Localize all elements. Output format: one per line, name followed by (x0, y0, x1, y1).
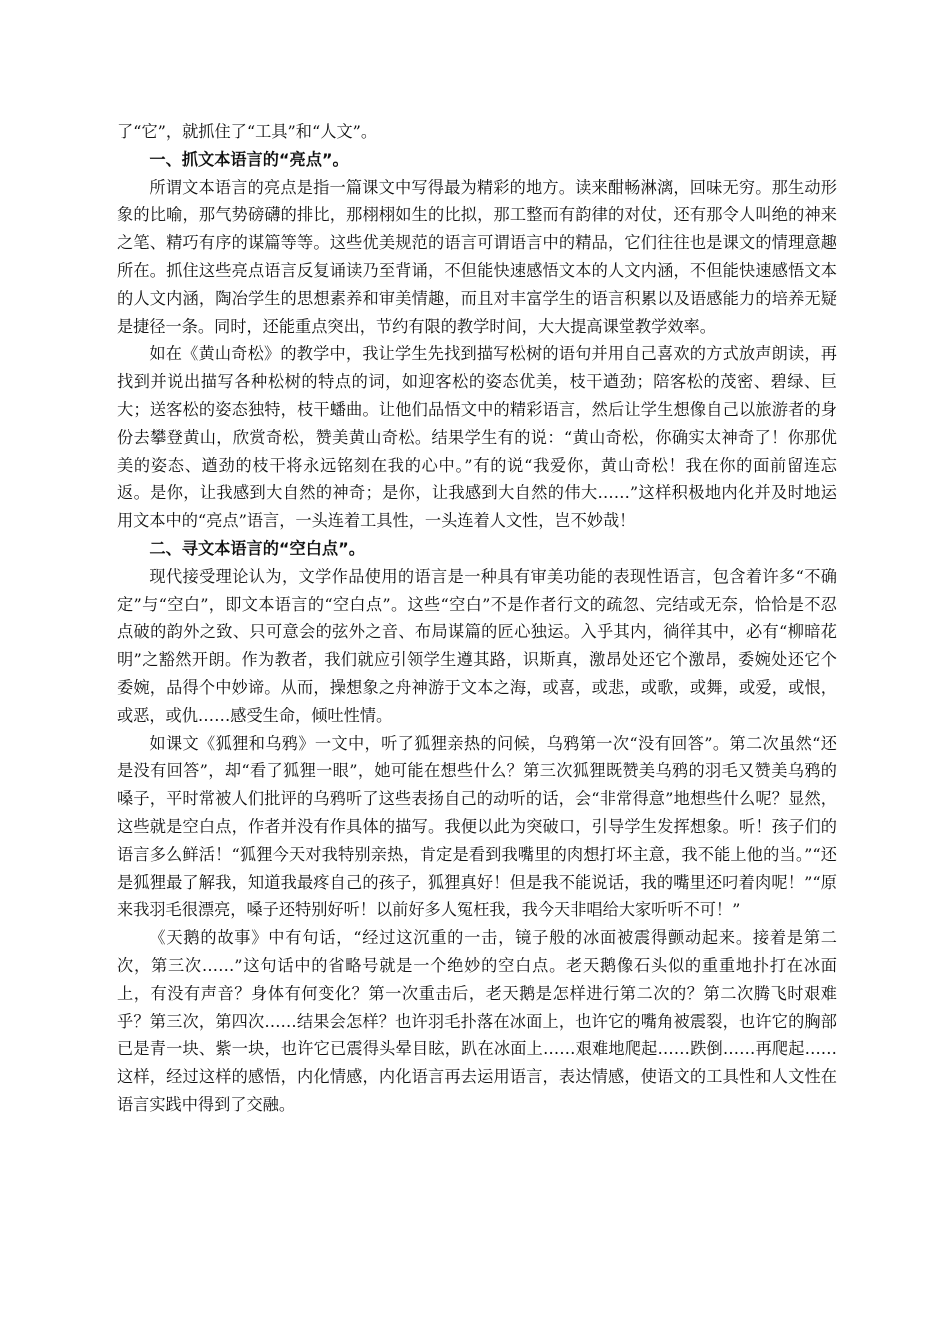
body-paragraph: 《天鹅的故事》中有句话，“经过这沉重的一击，镜子般的冰面被震得颤动起来。接着是第二次，第三次……”这句话中的省略号就是一个绝妙的空白点。老天鹅像石头似的重重地扑打在冰面上，有没有声音？身体有何变化？第一次重击后，老天鹅是怎样进行第二次的？第二次腾飞时艰难乎？第三次，第四次……结果会怎样？也许羽毛扑落在冰面上，也许它的嘴角被震裂，也许它的胸部已是青一块、紫一块，也许它已震得头晕目眩，趴在冰面上……艰难地爬起……跌倒……再爬起……这样，经过这样的感悟，内化情感，内化语言再去运用语言，表达情感，使语文的工具性和人文性在语言实践中得到了交融。 (117, 928, 837, 1114)
continuation-line: 了“它”，就抓住了“工具”和“人文”。 (117, 122, 378, 141)
body-paragraph: 如课文《狐狸和乌鸦》一文中，听了狐狸亲热的问候，乌鸦第一次“没有回答”。第二次虽然“还是没有回答”，却“看了狐狸一眼”，她可能在想些什么？第三次狐狸既赞美乌鸦的羽毛又赞美乌鸦的嗓子，平时常被人们批评的乌鸦听了这些表扬自己的动听的话，会“非常得意”地想些什么呢？显然，这些就是空白点，作者并没有作具体的描写。我便以此为突破口，引导学生发挥想象。听！孩子们的语言多么鲜活！“狐狸今天对我特别亲热，肯定是看到我嘴里的肉想打坏主意，我不能上他的当。”“还是狐狸最了解我，知道我最疼自己的孩子，狐狸真好！但是我不能说话，我的嘴里还叼着肉呢！”“原来我羽毛很漂亮，嗓子还特别好听！以前好多人冤枉我，我今天非唱给大家听听不可！” (117, 733, 837, 920)
body-paragraph: 所谓文本语言的亮点是指一篇课文中写得最为精彩的地方。读来酣畅淋漓，回味无穷。那生动形象的比喻，那气势磅礴的排比，那栩栩如生的比拟，那工整而有韵律的对仗，还有那令人叫绝的神来之笔、精巧有序的谋篇等等。这些优美规范的语言可谓语言中的精品，它们往往也是课文的情理意趣所在。抓住这些亮点语言反复诵读乃至背诵，不但能快速感悟文本的人文内涵，不但能快速感悟文本的人文内涵，陶冶学生的思想素养和审美情趣，而且对丰富学生的语言积累以及语感能力的培养无疑是捷径一条。同时，还能重点突出，节约有限的教学时间，大大提高课堂教学效率。 (117, 177, 837, 336)
document-page (117, 118, 837, 1119)
section-heading-2: 二、寻文本语言的“空白点”。 (149, 538, 365, 558)
body-paragraph: 现代接受理论认为，文学作品使用的语言是一种具有审美功能的表现性语言，包含着许多“不确定”与“空白”，即文本语言的“空白点”。这些“空白”不是作者行文的疏忽、完结或无奈，恰恰是不忍点破的韵外之致、只可意会的弦外之音、布局谋篇的匠心独运。入乎其内，徜徉其中，必有“柳暗花明”之豁然开朗。作为教者，我们就应引领学生遵其路，识斯真，激昂处还它个激昂，委婉处还它个委婉，品得个中妙谛。从而，操想象之舟神游于文本之海，或喜，或悲，或歌，或舞，或爱，或恨，或恶，或仇……感受生命，倾吐性情。 (117, 566, 837, 725)
body-paragraph: 如在《黄山奇松》的教学中，我让学生先找到描写松树的语句并用自己喜欢的方式放声朗读，再找到并说出描写各种松树的特点的词，如迎客松的姿态优美，枝干遒劲；陪客松的茂密、碧绿、巨大；送客松的姿态独特，枝干蟠曲。让他们品悟文中的精彩语言，然后让学生想像自己以旅游者的身份去攀登黄山，欣赏奇松，赞美黄山奇松。结果学生有的说：“黄山奇松，你确实太神奇了！你那优美的姿态、遒劲的枝干将永远铭刻在我的心中。”有的说“我爱你，黄山奇松！我在你的面前留连忘返。是你，让我感到大自然的神奇；是你，让我感到大自然的伟大……”这样积极地内化并及时地运用文本中的“亮点”语言，一头连着工具性，一头连着人文性，岂不妙哉！ (117, 344, 837, 531)
section-heading-1: 一、抓文本语言的“亮点”。 (149, 149, 349, 169)
